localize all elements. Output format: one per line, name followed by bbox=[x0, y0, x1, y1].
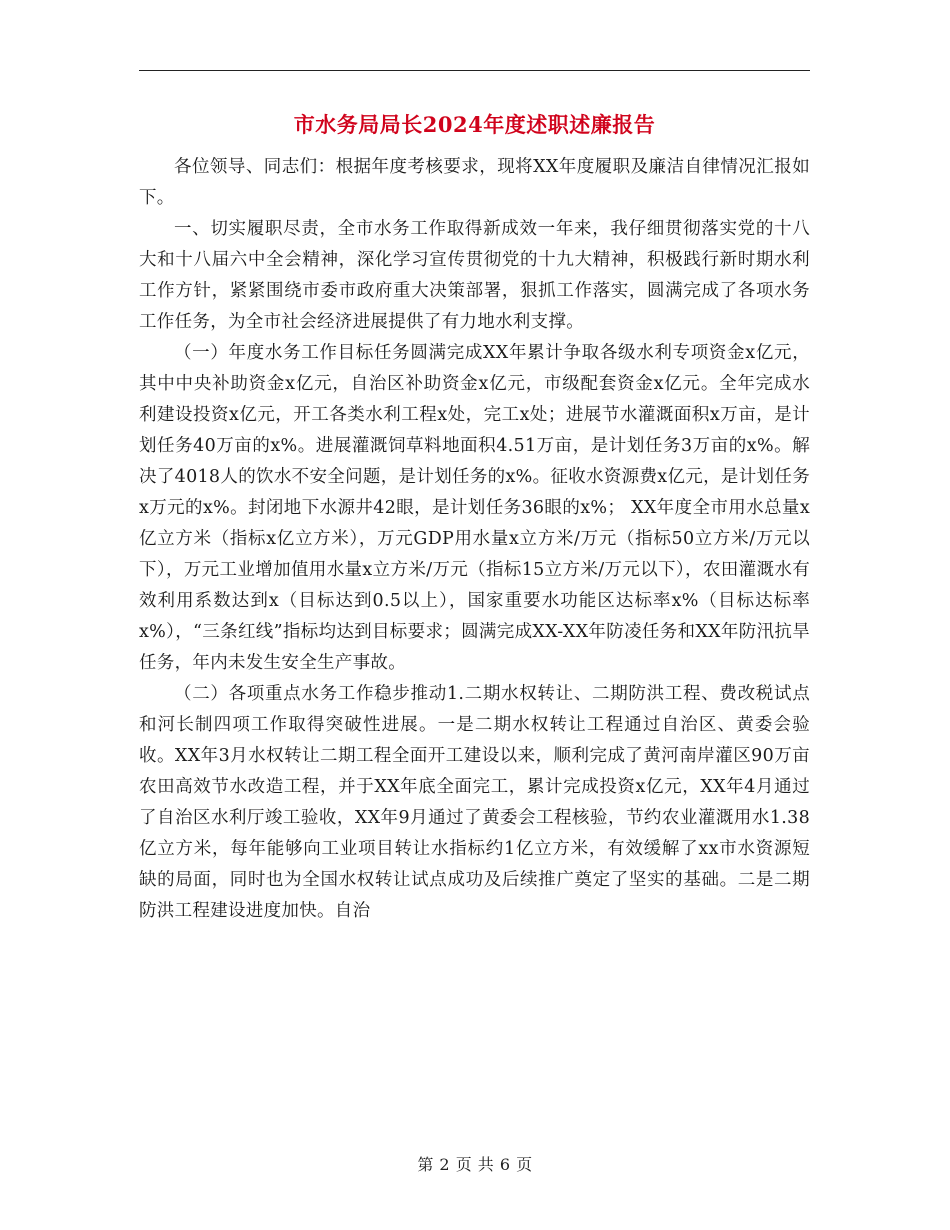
document-title: 市水务局局长2024年度述职述廉报告 bbox=[293, 112, 656, 137]
paragraph-subsection-one: （一）年度水务工作目标任务圆满完成XX年累计争取各级水利专项资金x亿元，其中中央补助资金x亿元，自治区补助资金x亿元，市级配套资金x亿元。全年完成水利建设投资x亿元，开工各类水利工程x处，完工x处；进展节水灌溉面积x万亩，是计划任务40万亩的x%。进展灌溉饲草料地面积4.51万亩，是计划任务3万亩的x%。解决了4018人的饮水不安全问题，是计划任务的x%。征收水资源费x亿元，是计划任务x万元的x%。封闭地下水源井42眼，是计划任务36眼的x%； XX年度全市用水总量x亿立方米（指标x亿立方米），万元GDP用水量x立方米/万元（指标50立方米/万元以下），万元工业增加值用水量x立方米/万元（指标15立方米/万元以下），农田灌溉水有效利用系数达到x（目标达到0.5以上），国家重要水功能区达标率x%（目标达标率x%），“三条红线”指标均达到目标要求；圆满完成XX-XX年防凌任务和XX年防汛抗旱任务，年内未发生安全生产事故。 bbox=[139, 343, 810, 673]
header-rule bbox=[139, 70, 810, 71]
paragraph-greeting: 各位领导、同志们：根据年度考核要求，现将XX年度履职及廉洁自律情况汇报如下。 bbox=[139, 157, 810, 208]
document-body bbox=[139, 152, 810, 927]
page-footer bbox=[0, 1153, 950, 1177]
page-number-label: 第 2 页 共 6 页 bbox=[417, 1155, 533, 1174]
paragraph-section-one: 一、切实履职尽责，全市水务工作取得新成效一年来，我仔细贯彻落实党的十八大和十八届六中全会精神，深化学习宣传贯彻党的十九大精神，积极践行新时期水利工作方针，紧紧围绕市委市政府重大决策部署，狠抓工作落实，圆满完成了各项水务工作任务，为全市社会经济进展提供了有力地水利支撑。 bbox=[139, 219, 810, 332]
paragraph-subsection-two: （二）各项重点水务工作稳步推动1.二期水权转让、二期防洪工程、费改税试点和河长制四项工作取得突破性进展。一是二期水权转让工程通过自治区、黄委会验收。XX年3月水权转让二期工程全面开工建设以来，顺利完成了黄河南岸灌区90万亩农田高效节水改造工程，并于XX年底全面完工，累计完成投资x亿元，XX年4月通过了自治区水利厅竣工验收，XX年9月通过了黄委会工程核验，节约农业灌溉用水1.38亿立方米，每年能够向工业项目转让水指标约1亿立方米，有效缓解了xx市水资源短缺的局面，同时也为全国水权转让试点成功及后续推广奠定了坚实的基础。二是二期防洪工程建设进度加快。自治 bbox=[139, 684, 810, 921]
